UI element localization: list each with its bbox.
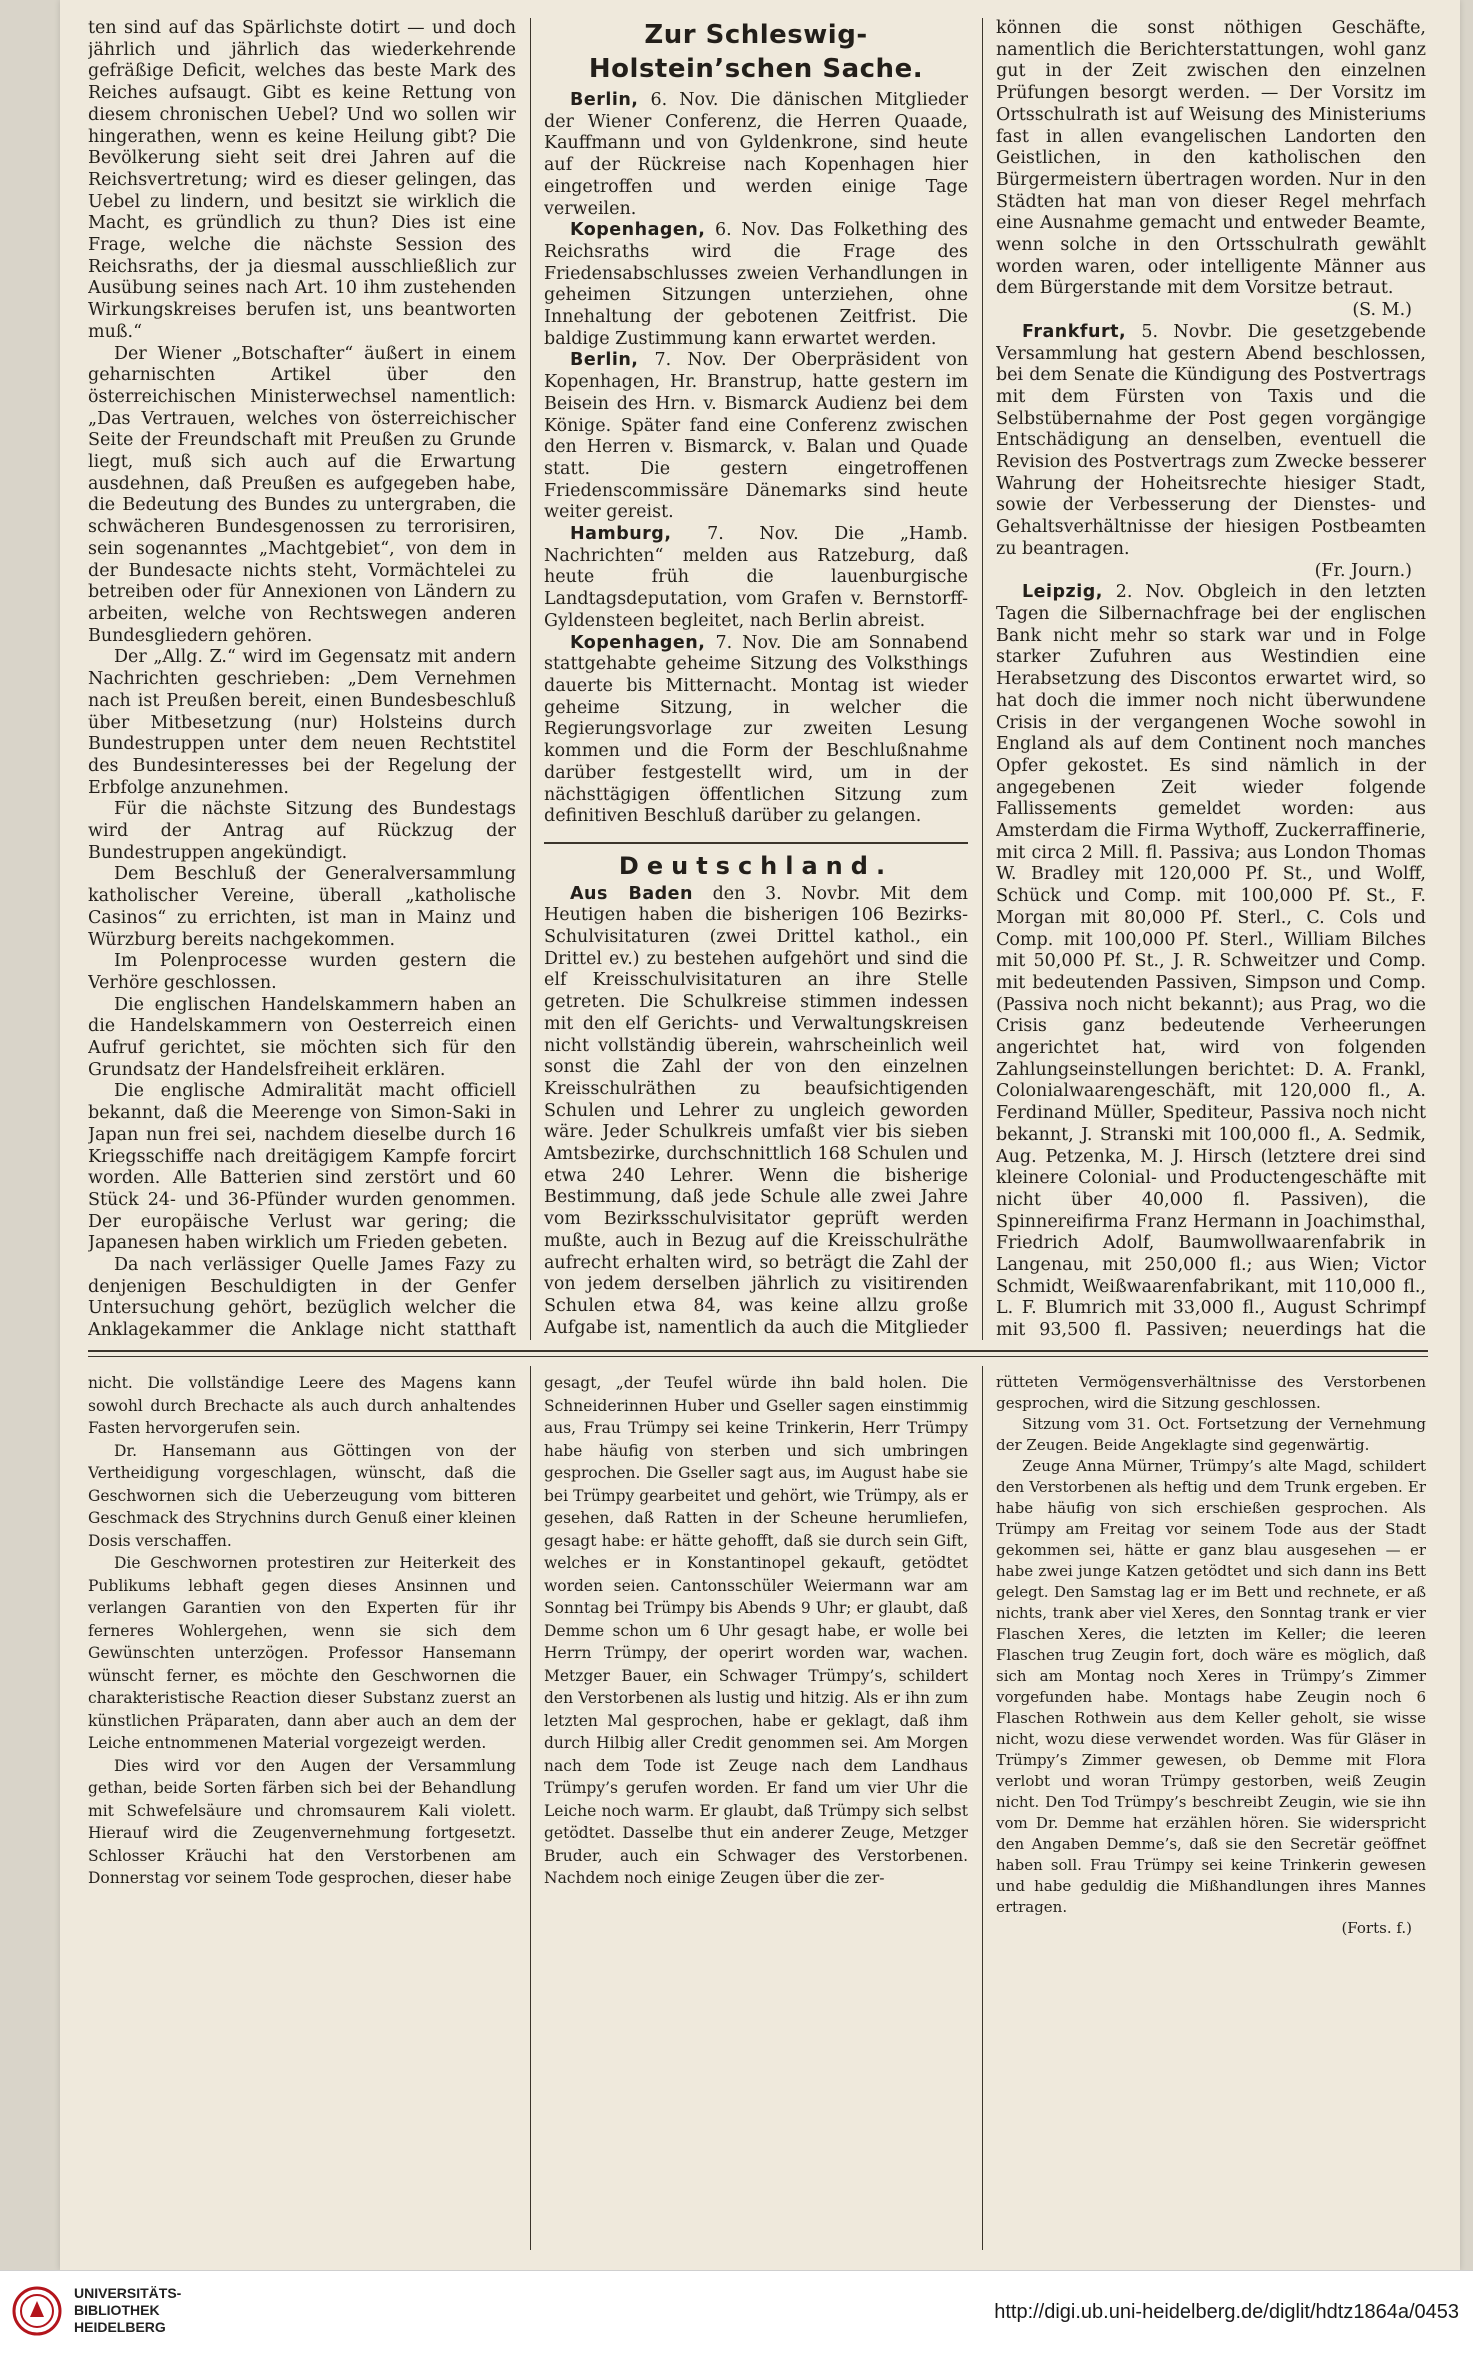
- news-dateline: Leipzig,: [1022, 582, 1103, 603]
- middle-column: [544, 18, 968, 1340]
- university-seal-icon: [12, 2285, 62, 2337]
- feuilleton-paragraph: Dr. Hansemann aus Göttingen von der Vertheidigung vorgeschlagen, wünscht, daß die Geschwornen sich die Ueberzeugung vom bitteren Geschmack des Strychnins durch Genuß einer kleinen Dosis verschaffen.: [88, 1441, 516, 1550]
- news-item: [544, 350, 968, 524]
- library-name-line: UNIVERSITÄTS-: [74, 2285, 182, 2301]
- news-text: 6. Nov. Die dänischen Mitglieder der Wiener Conferenz, die Herren Quaade, Kauffmann und von Gyldenkrone, sind heute auf der Rückreise nach Kopenhagen hier eingetroffen und werden einige Tage verweilen.: [544, 90, 968, 219]
- left-paragraph: ten sind auf das Spärlichste dotirt — und doch jährlich und jährlich das wiederkehrende gefräßige Deficit, welches das beste Mark des Reiches aufsaugt. Gibt es keine Rettung von diesem chronischen Uebel? Und wo sollen wir hingerathen, wenn es keine Heilung gibt? Die Bevölkerung sieht seit drei Jahren auf die Reichsvertretung; wird es dieser gelingen, das Uebel zu lindern, und besitzt sie wirklich die Macht, es gründlich zu thun? Dies ist eine Frage, welche die nächste Session des Reichsraths, der ja diesmal ausschließlich zur Ausübung seines nach Art. 10 ihm zustehenden Wirkungskreises berufen ist, uns beantworten muß.“: [88, 18, 516, 342]
- continuation-note: (Forts. f.): [1341, 1919, 1412, 1937]
- permalink-url[interactable]: http://digi.ub.uni-heidelberg.de/diglit/hdtz1864a/0453: [994, 2301, 1459, 2323]
- feuilleton-column-2: [544, 1372, 968, 2250]
- left-paragraph: Die englische Admiralität macht officiell bekannt, daß die Meerenge von Simon-Saki in Japan nun frei sei, nachdem dieselbe durch 16 Kriegsschiffe nach dreitägigem Kampfe forcirt worden. Alle Batterien sind zerstört und 60 Stück 24- und 36-Pfünder wurden genommen. Der europäische Verlust war gering; die Japanesen haben wirklich um Frieden gebeten.: [88, 1081, 516, 1254]
- news-item: [544, 90, 968, 220]
- left-paragraph: Die englischen Handelskammern haben an die Handelskammern von Oesterreich einen Aufruf gerichtet, sie möchten sich für den Grundsatz der Handelsfreiheit erklären.: [88, 994, 516, 1080]
- left-paragraph: Da nach verlässiger Quelle James Fazy zu denjenigen Beschuldigten in der Genfer Untersuchung gehört, bezüglich welcher die Anklagekammer die Anklage nicht statthaft: [88, 1255, 516, 1340]
- column-divider: [982, 18, 983, 1340]
- left-paragraph: Dem Beschluß der Generalversammlung katholischer Vereine, überall „katholische Casinos“ zu errichten, ist man in Mainz und Würzburg bereits nachgekommen.: [88, 864, 516, 950]
- news-text: 2. Nov. Obgleich in den letzten Tagen die Silbernachfrage bei der englischen Bank nicht mehr so stark war und in Folge starker Zufuhren aus Westindien eine Herabsetzung des Discontos erwartet wird, so hat doch die immer noch nicht überwundene Crisis in der vergangenen Woche sowohl in England als auf dem Continent noch manches Opfer gekostet. Es sind nämlich in der angegebenen Zeit wieder folgende Fallissements gemeldet worden: aus Amsterdam die Firma Wythoff, Zuckerraffinerie, mit circa 2 Mill. fl. Passiva; aus London Thomas W. Bradley mit 120,000 Pf. St., und Wolff, Schück und Comp. mit 100,000 Pf. St., F. Morgan mit 80,000 Pf. Sterl., C. Cols und Comp. mit 100,000 Pf. Sterl., William Bilches mit 50,000 Pf. St., J. R. Schweitzer und Comp. mit bedeutenden Passiven, Simpson und Comp. (Passiva noch nicht bekannt); aus Prag, wo die Crisis ganz bedeutende Verheerungen angerichtet hat, wird von folgenden Zahlungseinstellungen berichtet: D. A. Frankl, Colonialwaarengeschäft, mit 120,000 fl., A. Ferdinand Müller, Spediteur, Passiva noch nicht bekannt, J. Stranski mit 100,000 fl., A. Sedmik, Aug. Petzenka, M. J. Hirsch (letztere drei sind kleinere Colonial- und Productengeschäfte mit nicht über 40,000 fl. Passiven), die Spinnereifirma Franz Hermann in Joachimsthal, Friedrich Adolf, Baumwollwaarenfabrik in Langenau, mit 250,000 fl.; aus Wien; Victor Schmidt, Weißwaarenfabrikant, mit 110,000 fl., L. F. Blumrich mit 33,000 fl., August Schrimpf mit 93,500 fl. Passiven; neuerdings hat die: [996, 582, 1426, 1340]
- news-item: [544, 633, 968, 828]
- news-text: 7. Nov. Die „Hamb. Nachrichten“ melden aus Ratzeburg, daß heute früh die lauenburgische Landtagsdeputation, vom Grafen v. Bernstorff-Gyldensteen begleitet, nach Berlin abreist.: [544, 524, 968, 631]
- news-item: [544, 884, 968, 1340]
- news-text: 7. Nov. Der Oberpräsident von Kopenhagen, Hr. Branstrup, hatte gestern im Beisein des Hrn. v. Bismarck Audienz bei dem Könige. Später fand eine Conferenz zwischen den Herren v. Bismarck, v. Balan und Quade statt. Die gestern eingetroffenen Friedenscommissäre Dänemarks sind heute weiter gereist.: [544, 350, 968, 523]
- news-text: den 3. Novbr. Mit dem Heutigen haben die bisherigen 106 Bezirks-Schulvisitaturen (zwei Drittel kathol., ein Drittel ev.) zu bestehen aufgehört und sind die elf Kreisschulvisitaturen an ihre Stelle getreten. Die Schulkreise stimmen indessen mit den elf Gerichts- und Verwaltungskreisen nicht vollständig überein, wahrscheinlich weil sonst die Zahl der von den einzelnen Kreisschulräthen zu beaufsichtigenden Schulen und Lehrer zu ungleich geworden wäre. Jeder Schulkreis umfaßt vier bis sieben Amtsbezirke, durchschnittlich 168 Schulen und etwa 240 Lehrer. Wenn die bisherige Bestimmung, daß jede Schule alle zwei Jahre vom Bezirksschulvisitator geprüft werden mußte, auch in Bezug auf die Kreisschulräthe aufrecht erhalten wird, so beträgt die Zahl der von jedem derselben jährlich zu visitirenden Schulen etwa 84, was keine allzu große Aufgabe ist, namentlich da auch die Mitglieder: [544, 883, 968, 1338]
- news-dateline: Kopenhagen,: [570, 632, 706, 653]
- feuilleton-paragraph: Sitzung vom 31. Oct. Fortsetzung der Vernehmung der Zeugen. Beide Angeklagte sind gegenwärtig.: [996, 1415, 1426, 1454]
- section-heading: Zur Schleswig-Holstein’schen Sache.: [588, 20, 924, 84]
- column-divider: [530, 1366, 531, 2250]
- left-column: [88, 18, 516, 1340]
- feuilleton-paragraph: nicht. Die vollständige Leere des Magens kann sowohl durch Brechacte als auch durch anhaltendes Fasten hervorgerufen sein.: [88, 1374, 516, 1437]
- footer-bar: [0, 2270, 1473, 2353]
- news-dateline: Berlin,: [570, 350, 639, 371]
- library-name: [74, 2285, 254, 2336]
- column-divider: [982, 1366, 983, 2250]
- news-item: [544, 220, 968, 350]
- news-text: 7. Nov. Die am Sonnabend stattgehabte geheime Sitzung des Volksthings dauerte bis Mitternacht. Montag ist wieder geheime Sitzung, in welcher die Regierungsvorlage zur zweiten Lesung kommen und die Form der Beschlußnahme darüber festgestellt wird, um in der nächsttägigen öffentlichen Sitzung zum definitiven Beschluß darüber zu gelangen.: [544, 632, 968, 827]
- source-note: (S. M.): [1352, 300, 1412, 321]
- left-paragraph: Der „Allg. Z.“ wird im Gegensatz mit andern Nachrichten geschrieben: „Dem Vernehmen nach ist Preußen bereit, einen Bundesbeschluß über Mitbesetzung (nur) Holsteins durch Bundestruppen unter dem neuen Rechtstitel des Bundesinteresses bei der Regelung der Erbfolge anzunehmen.: [88, 647, 516, 798]
- feuilleton-divider: [88, 1350, 1428, 1352]
- newspaper-page: [60, 0, 1460, 2270]
- section-rule: [544, 842, 968, 844]
- section-heading-deutschland: Deutschland.: [618, 851, 894, 880]
- feuilleton-column-1: [88, 1372, 516, 2250]
- left-paragraph: Für die nächste Sitzung des Bundestags wird der Antrag auf Rückzug der Bundestruppen angekündigt.: [88, 799, 516, 863]
- source-note: (Fr. Journ.): [1314, 560, 1412, 581]
- feuilleton-paragraph: Die Geschwornen protestiren zur Heiterkeit des Publikums lebhaft gegen dieses Ansinnen und verlangen Garantien von den Experten für ihr ferneres Wohlergehen, wenn sie sich dem Gewünschten unterzögen. Professor Hansemann wünscht ferner, es möchte den Geschwornen die charakteristische Reaction dieser Substanz zuerst an künstlichen Präparaten, dann aber auch an dem der Leiche entnommenen Material vorgezeigt werden.: [88, 1554, 516, 1752]
- column-divider: [530, 18, 531, 1340]
- news-text: 5. Novbr. Die gesetzgebende Versammlung hat gestern Abend beschlossen, bei dem Senate die Kündigung des Postvertrags mit dem Fürsten von Taxis und die Selbstübernahme der Post gegen vorgängige Entschädigung an denselben, eventuell die Revision des Postvertrags zum Zwecke besserer Wahrung der Hoheitsrechte hiesiger Stadt, sowie der Verbesserung der Dienstes- und Gehaltsverhältnisse der hiesigen Postbeamten zu beantragen.: [996, 321, 1426, 559]
- right-paragraph: können die sonst nöthigen Geschäfte, namentlich die Berichterstattungen, wohl ganz gut in der Zeit zwischen den einzelnen Prüfungen besorgt werden. — Der Vorsitz im Ortsschulrath ist auf Weisung des Ministeriums fast in allen evangelischen Landorten den Geistlichen, in den katholischen den Bürgermeistern übertragen worden. Nur in den Städten hat man von dieser Regel mehrfach eine Ausnahme gemacht und entweder Beamte, wenn solche in den Ortsschulrath gewählt worden waren, oder intelligente Männer aus dem Bürgerstande mit dem Vorsitze betraut.: [996, 18, 1426, 299]
- feuilleton-paragraph: rütteten Vermögensverhältnisse des Verstorbenen gesprochen, wird die Sitzung geschlossen.: [996, 1373, 1426, 1412]
- news-dateline: Kopenhagen,: [570, 220, 706, 241]
- news-text: 6. Nov. Das Folkething des Reichsraths wird die Frage des Friedensabschlusses zweien Verhandlungen in geheimen Sitzungen unterziehen, ohne Innehaltung der gebotenen Zeitfrist. Die baldige Zustimmung kann erwartet werden.: [544, 220, 968, 349]
- feuilleton-column-3: [996, 1372, 1426, 2250]
- feuilleton-paragraph: Zeuge Anna Mürner, Trümpy’s alte Magd, schildert den Verstorbenen als heftig und dem Trunk ergeben. Er habe häufig von sich erschießen gesprochen. Als Trümpy am Freitag vor seinem Tode aus der Stadt gekommen sei, hätte er ganz blau ausgesehen — er habe zwei junge Katzen getödtet und sich dann ins Bett gelegt. Den Samstag lag er im Bett und rechnete, er aß nichts, trank aber viel Xeres, den Sonntag trank er vier Flaschen Xeres, die letzten im Keller; die leeren Flaschen trug Zeugin fort, doch wäre es möglich, daß sich am Montag noch Xeres in Trümpy’s Zimmer vorgefunden habe. Montags habe Zeugin noch 6 Flaschen Rothwein aus dem Keller geholt, sie wisse nicht, wozu diese verwendet worden. Was für Gläser in Trümpy’s Zimmer gewesen, ob Demme mit Flora verlobt und woran Trümpy gestorben, weiß Zeugin nicht. Den Tod Trümpy’s beschreibt Zeugin, wie sie ihn vom Dr. Demme hat erzählen hören. Sie widerspricht den Angaben Demme’s, daß sie den Secretär geöffnet haben soll. Frau Trümpy sei keine Trinkerin gewesen und habe geduldig die Mißhandlungen ihres Mannes ertragen.: [996, 1457, 1426, 1916]
- news-dateline: Frankfurt,: [1022, 321, 1127, 342]
- news-item: [996, 582, 1426, 1340]
- news-item: [996, 322, 1426, 561]
- left-paragraph: Der Wiener „Botschafter“ äußert in einem geharnischten Artikel über den österreichischen Ministerwechsel namentlich: „Das Vertrauen, welches von österreichischer Seite der Freundschaft mit Preußen zu Grunde liegt, muß sich auch auf die Erwartung ausdehnen, daß Preußen es aufgegeben habe, die Bedeutung des Bundes zu untergraben, die schwächeren Bundesgenossen zu terrorisiren, sein sogenanntes „Machtgebiet“, von dem in der Bundesacte nichts steht, Vormächtelei zu betreiben oder für Annexionen von Ländern zu arbeiten, welche von Rechtswegen anderen Bundesgliedern gehören.: [88, 343, 516, 646]
- news-dateline: Aus Baden: [570, 883, 694, 904]
- news-dateline: Berlin,: [570, 90, 639, 110]
- left-paragraph: Im Polenprocesse wurden gestern die Verhöre geschlossen.: [88, 951, 516, 993]
- feuilleton-divider-thin: [88, 1356, 1428, 1357]
- news-dateline: Hamburg,: [570, 524, 672, 545]
- library-name-line: HEIDELBERG: [74, 2319, 166, 2335]
- news-item: [544, 524, 968, 633]
- feuilleton-paragraph: Dies wird vor den Augen der Versammlung gethan, beide Sorten färben sich bei der Behandlung mit Schwefelsäure und chromsaurem Kali violett. Hierauf wird die Zeugenvernehmung fortgesetzt. Schlosser Kräuchi hat den Verstorbenen am Donnerstag vor seinem Tode gesprochen, dieser habe: [88, 1756, 516, 1887]
- library-name-line: BIBLIOTHEK: [74, 2302, 160, 2318]
- right-column: [996, 18, 1426, 1340]
- feuilleton-paragraph: gesagt, „der Teufel würde ihn bald holen. Die Schneiderinnen Huber und Gseller sagen einstimmig aus, Frau Trümpy sei keine Trinkerin, Herr Trümpy habe häufig von sterben und sich umbringen gesprochen. Die Gseller sagt aus, im August habe sie bei Trümpy gearbeitet und gehört, wie Trümpy, als er gesehen, daß Ratten in der Scheune herumliefen, gesagt habe: er hätte gehofft, daß sie durch sein Gift, welches er in Konstantinopel gekauft, getödtet worden seien. Cantonsschüler Weiermann war am Sonntag bei Trümpy bis Abends 9 Uhr; er glaubt, daß Demme schon um 6 Uhr gesagt habe, er wolle bei Herrn Trümpy, der operirt worden war, wachen. Metzger Bauer, ein Schwager Trümpy’s, schildert den Verstorbenen als lustig und hitzig. Als er ihn zum letzten Mal gesprochen, habe er geklagt, daß ihm durch Hilbig aller Credit genommen sei. Am Morgen nach dem Tode ist Zeuge nach dem Landhaus Trümpy’s gerufen worden. Er fand um vier Uhr die Leiche noch warm. Er glaubt, daß Trümpy sich selbst getödtet. Dasselbe thut ein anderer Zeuge, Metzger Bruder, auch ein Schwager des Verstorbenen. Nachdem noch einige Zeugen über die zer-: [544, 1374, 968, 1887]
